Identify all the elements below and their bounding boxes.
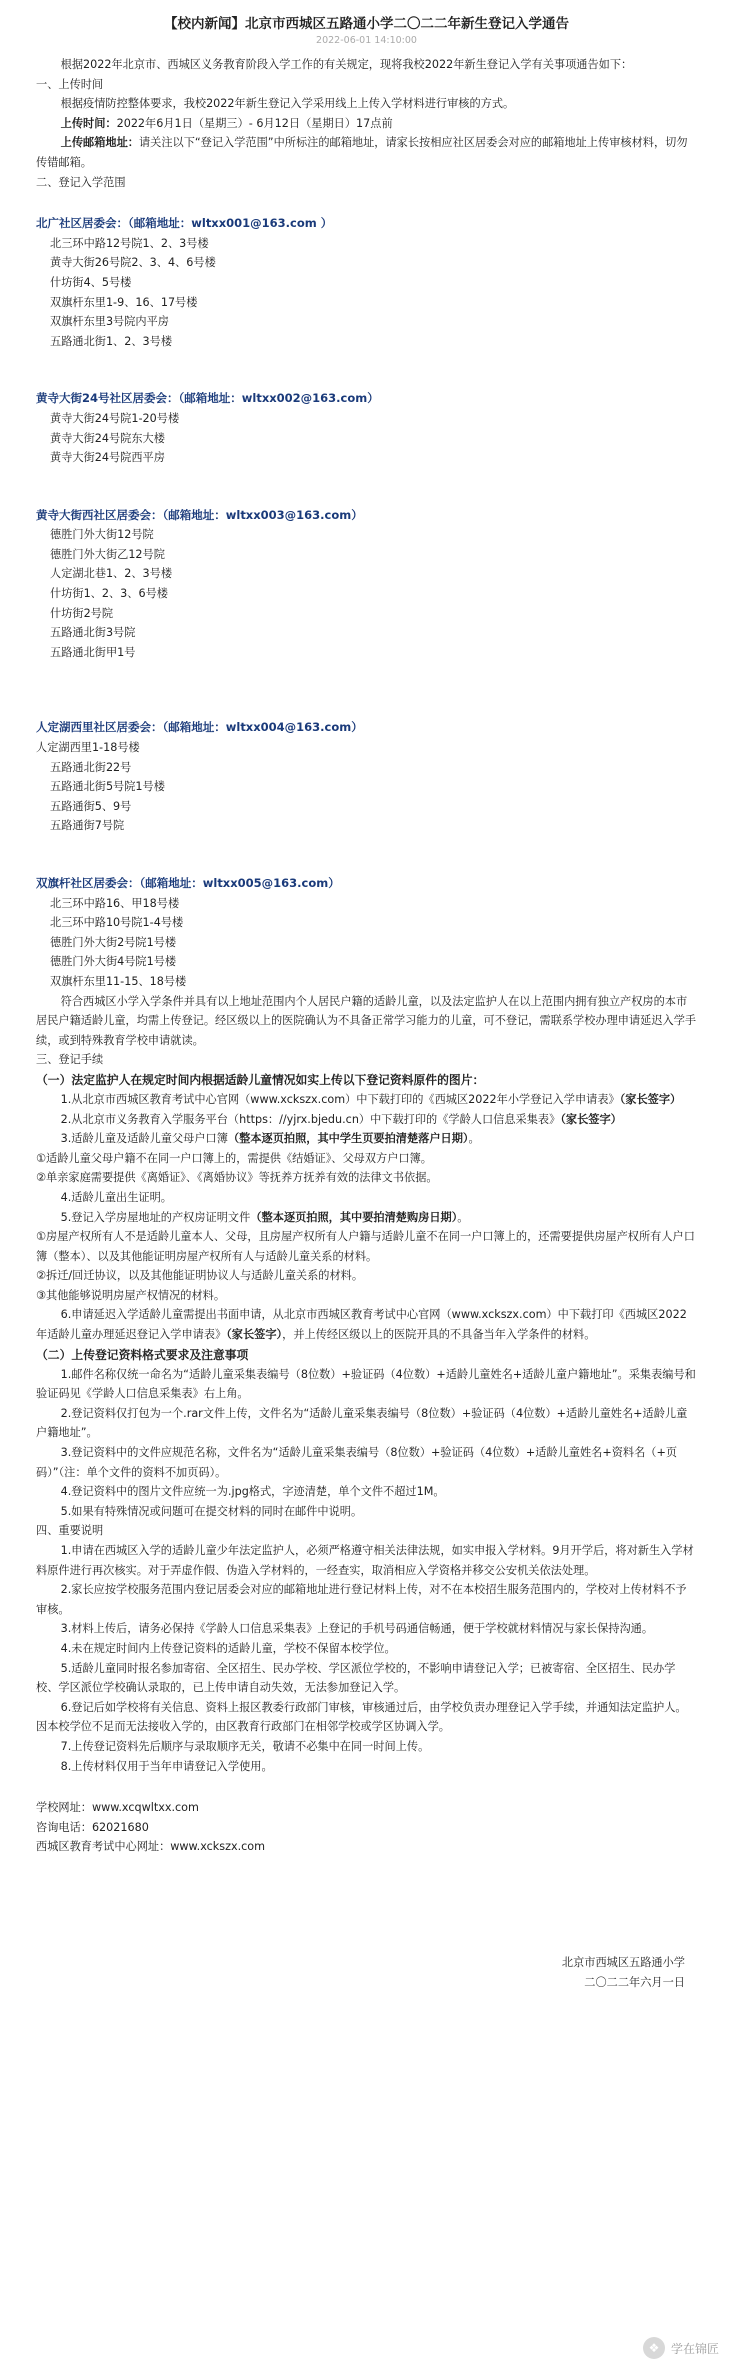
upload-time-value: 2022年6月1日（星期三）- 6月12日（星期日）17点前 xyxy=(116,116,393,130)
procedure-item-3 xyxy=(36,1129,697,1149)
important-item-6: 6.登记后如学校将有关信息、资料上报区教委行政部门审核，审核通过后，由学校负责办理登记入学手续，并通知法定监护人。因本校学位不足而无法接收入学的，由区教育行政部门在相邻学校或学区协调入学。 xyxy=(36,1700,687,1734)
address-item: 北三环中路12号院1、2、3号楼 xyxy=(50,236,209,250)
upload-mail-label: 上传邮箱地址： xyxy=(60,136,139,150)
address-item: 黄寺大街26号院2、3、4、6号楼 xyxy=(50,256,216,270)
community-title: 黄寺大街24号社区居委会：（邮箱地址：wltxx002@163.com） xyxy=(36,391,379,406)
subsection-1-heading: （一）法定监护人在规定时间内根据适龄儿童情况如实上传以下登记资料原件的图片： xyxy=(36,1072,485,1087)
publish-date: 2022-06-01 14:10:00 xyxy=(316,35,417,46)
address-item: 五路通街5、9号 xyxy=(50,799,132,813)
eligibility-note: 符合西城区小学入学条件并具有以上地址范围内个人居民户籍的适龄儿童，以及法定监护人在以上范围内拥有独立产权房的本市居民户籍适龄儿童，均需上传登记。经区级以上的医院确认为不具备正常学习能力的儿童，可不登记，需联系学校办理申请延迟入学手续，或到特殊教育学校申请就读。 xyxy=(36,994,697,1047)
address-item: 五路通街7号院 xyxy=(50,819,125,833)
address-item: 双旗杆东里11-15、18号楼 xyxy=(50,974,187,988)
community-title: 双旗杆社区居委会：（邮箱地址：wltxx005@163.com） xyxy=(36,876,340,890)
parent-sign-note: （家长签字） xyxy=(226,1328,283,1342)
watermark xyxy=(643,2337,719,2359)
procedure-item-2-text: 2.从北京市义务教育入学服务平台（https：//yjrx.bjedu.cn）中下载打印的《学龄人口信息采集表》 xyxy=(60,1112,561,1126)
format-item-4: 4.登记资料中的图片文件应统一为.jpg格式，字迹清楚，单个文件不超过1M。 xyxy=(60,1485,445,1499)
wechat-account-icon: ❖ xyxy=(643,2337,665,2359)
contact-phone: 咨询电话：62021680 xyxy=(36,1820,149,1834)
procedure-item-1 xyxy=(36,1090,697,1110)
section-4-heading: 四、重要说明 xyxy=(36,1524,104,1538)
address-item: 德胜门外大街2号院1号楼 xyxy=(50,935,177,949)
section-2-heading: 二、登记入学范围 xyxy=(36,175,126,189)
punctuation: 。 xyxy=(457,1210,469,1224)
procedure-item-2 xyxy=(36,1110,697,1130)
procedure-item-5 xyxy=(36,1208,697,1228)
address-item: 北三环中路10号院1-4号楼 xyxy=(50,916,184,930)
address-item: 黄寺大街24号院西平房 xyxy=(50,451,165,465)
procedure-item-6 xyxy=(36,1305,697,1344)
procedure-subitem: ③其他能够说明房屋产权情况的材料。 xyxy=(36,1288,226,1302)
photo-requirement-note: （整本逐页拍照，其中要拍清楚购房日期） xyxy=(250,1210,458,1224)
address-item: 德胜门外大街4号院1号楼 xyxy=(50,955,177,969)
address-item: 北三环中路16、甲18号楼 xyxy=(50,896,180,910)
parent-sign-note: （家长签字） xyxy=(560,1112,622,1126)
section-3-heading: 三、登记手续 xyxy=(36,1053,104,1067)
important-item-3: 3.材料上传后，请务必保持《学龄人口信息采集表》上登记的手机号码通信畅通，便于学校就材料情况与家长保持沟通。 xyxy=(60,1622,654,1636)
exam-center-website: 西城区教育考试中心网址：www.xckszx.com xyxy=(36,1840,266,1854)
address-item: 德胜门外大街12号院 xyxy=(50,528,154,542)
address-item: 双旗杆东里3号院内平房 xyxy=(50,315,169,329)
section-1-heading: 一、上传时间 xyxy=(36,77,104,91)
watermark-text: 学在锦匠 xyxy=(670,2341,719,2356)
address-item: 德胜门外大街乙12号院 xyxy=(50,547,165,561)
important-item-2: 2.家长应按学校服务范围内登记居委会对应的邮箱地址进行登记材料上传，对不在本校招生服务范围内的，学校对上传材料不予审核。 xyxy=(36,1583,687,1616)
school-website: 学校网址：www.xcqwltxx.com xyxy=(36,1801,199,1815)
format-item-3: 3.登记资料中的文件应规范名称，文件名为“适龄儿童采集表编号（8位数）+验证码（4位数）+适龄儿童姓名+资料名（+页码）”（注：单个文件的资料不加页码）。 xyxy=(36,1446,678,1479)
upload-method-text: 根据疫情防控整体要求，我校2022年新生登记入学采用线上上传入学材料进行审核的方式。 xyxy=(60,97,515,111)
address-item: 五路通北街3号院 xyxy=(50,626,136,640)
important-item-4: 4.未在规定时间内上传登记资料的适龄儿童，学校不保留本校学位。 xyxy=(60,1641,396,1655)
address-item: 人定湖西里1-18号楼 xyxy=(36,741,140,755)
address-item: 黄寺大街24号院1-20号楼 xyxy=(50,411,180,425)
upload-time xyxy=(36,114,697,134)
upload-mail xyxy=(36,133,697,172)
address-item: 五路通北街甲1号 xyxy=(50,645,136,659)
address-item: 五路通北街22号 xyxy=(50,760,132,774)
address-item: 什坊街4、5号楼 xyxy=(50,275,132,289)
important-item-7: 7.上传登记资料先后顺序与录取顺序无关，敬请不必集中在同一时间上传。 xyxy=(60,1739,430,1753)
important-item-1: 1.申请在西城区入学的适龄儿童少年法定监护人，必须严格遵守相关法律法规，如实申报入学材料。9月开学后，将对新生入学材料原件进行再次核实。对于弄虚作假、伪造入学材料的，一经查实，取消相应入学资格并移交公安机关依法处理。 xyxy=(36,1544,694,1577)
procedure-subitem: ②拆迁/回迁协议，以及其他能证明协议人与适龄儿童关系的材料。 xyxy=(36,1269,364,1283)
photo-requirement-note: （整本逐页拍照，其中学生页要拍清楚落户日期） xyxy=(227,1132,469,1146)
punctuation: 。 xyxy=(468,1132,480,1146)
upload-time-label: 上传时间： xyxy=(60,116,117,130)
procedure-subitem: ①适龄儿童父母户籍不在同一户口簿上的，需提供《结婚证》、父母双方户口簿。 xyxy=(36,1151,432,1165)
format-item-5: 5.如果有特殊情况或问题可在提交材料的同时在邮件中说明。 xyxy=(60,1504,363,1518)
important-item-8: 8.上传材料仅用于当年申请登记入学使用。 xyxy=(60,1759,273,1773)
procedure-item-4: 4.适龄儿童出生证明。 xyxy=(60,1190,172,1204)
subsection-2-heading: （二）上传登记资料格式要求及注意事项 xyxy=(36,1347,249,1362)
procedure-subitem: ①房屋产权所有人不是适龄儿童本人、父母，且房屋产权所有人户籍与适龄儿童不在同一户口簿上的，还需要提供房屋产权所有人户口簿（整本）、以及其他能证明房屋产权所有人与适龄儿童关系的材料。 xyxy=(36,1230,695,1263)
upload-mail-value: 请关注以下“登记入学范围”中所标注的邮箱地址，请家长按相应社区居委会对应的邮箱地址上传审核材料，切勿传错邮箱。 xyxy=(36,136,688,169)
format-item-1: 1.邮件名称仅统一命名为“适龄儿童采集表编号（8位数）+验证码（4位数）+适龄儿童姓名+适龄儿童户籍地址”。采集表编号和验证码见《学龄人口信息采集表》右上角。 xyxy=(36,1367,696,1401)
address-item: 五路通北街1、2、3号楼 xyxy=(50,334,173,348)
community-title: 黄寺大街西社区居委会：（邮箱地址：wltxx003@163.com） xyxy=(36,507,363,522)
community-title: 北广社区居委会：（邮箱地址：wltxx001@163.com ） xyxy=(36,216,333,231)
address-item: 黄寺大街24号院东大楼 xyxy=(50,431,165,445)
procedure-item-1-text: 1.从北京市西城区教育考试中心官网（www.xckszx.com）中下载打印的《西城区2022年小学登记入学申请表》 xyxy=(60,1092,620,1106)
procedure-subitem: ②单亲家庭需要提供《离婚证》、《离婚协议》等抚养方抚养有效的法律文书依据。 xyxy=(36,1171,438,1185)
parent-sign-note: （家长签字） xyxy=(619,1092,682,1106)
important-item-5: 5.适龄儿童同时报名参加寄宿、全区招生、民办学校、学区派位学校的，不影响申请登记入学；已被寄宿、全区招生、民办学校、学区派位学校确认录取的，已上传申请自动失效，无法参加登记入学。 xyxy=(36,1661,676,1695)
intro-paragraph: 根据2022年北京市、西城区义务教育阶段入学工作的有关规定，现将我校2022年新生登记入学有关事项通告如下： xyxy=(60,58,633,71)
page-title: 【校内新闻】北京市西城区五路通小学二〇二二年新生登记入学通告 xyxy=(164,16,569,32)
address-item: 双旗杆东里1-9、16、17号楼 xyxy=(50,295,198,309)
format-item-2: 2.登记资料仅打包为一个.rar文件上传，文件名为“适龄儿童采集表编号（8位数）+验证码（4位数）+适龄儿童姓名+适龄儿童户籍地址”。 xyxy=(36,1406,688,1440)
procedure-item-6-text: 6.申请延迟入学适龄儿童需提出书面申请，从北京市西城区教育考试中心官网（www.xckszx.com）中下载打印《西城区2022年适龄儿童办理延迟登记入学申请表》 xyxy=(36,1308,687,1342)
community-title: 人定湖西里社区居委会：（邮箱地址：wltxx004@163.com） xyxy=(36,720,363,735)
signature-date: 二〇二二年六月一日 xyxy=(584,1975,685,1989)
address-item: 什坊街1、2、3、6号楼 xyxy=(50,587,168,601)
procedure-item-3-text: 3.适龄儿童及适龄儿童父母户口簿 xyxy=(60,1132,228,1146)
address-item: 人定湖北巷1、2、3号楼 xyxy=(50,567,173,581)
address-item: 什坊街2号院 xyxy=(50,606,114,620)
signature-school: 北京市西城区五路通小学 xyxy=(561,1955,685,1969)
procedure-item-5-text: 5.登记入学房屋地址的产权房证明文件 xyxy=(60,1210,251,1224)
address-item: 五路通北街5号院1号楼 xyxy=(50,780,165,794)
procedure-item-6-tail: ，并上传经区级以上的医院开具的不具备当年入学条件的材料。 xyxy=(282,1328,596,1342)
